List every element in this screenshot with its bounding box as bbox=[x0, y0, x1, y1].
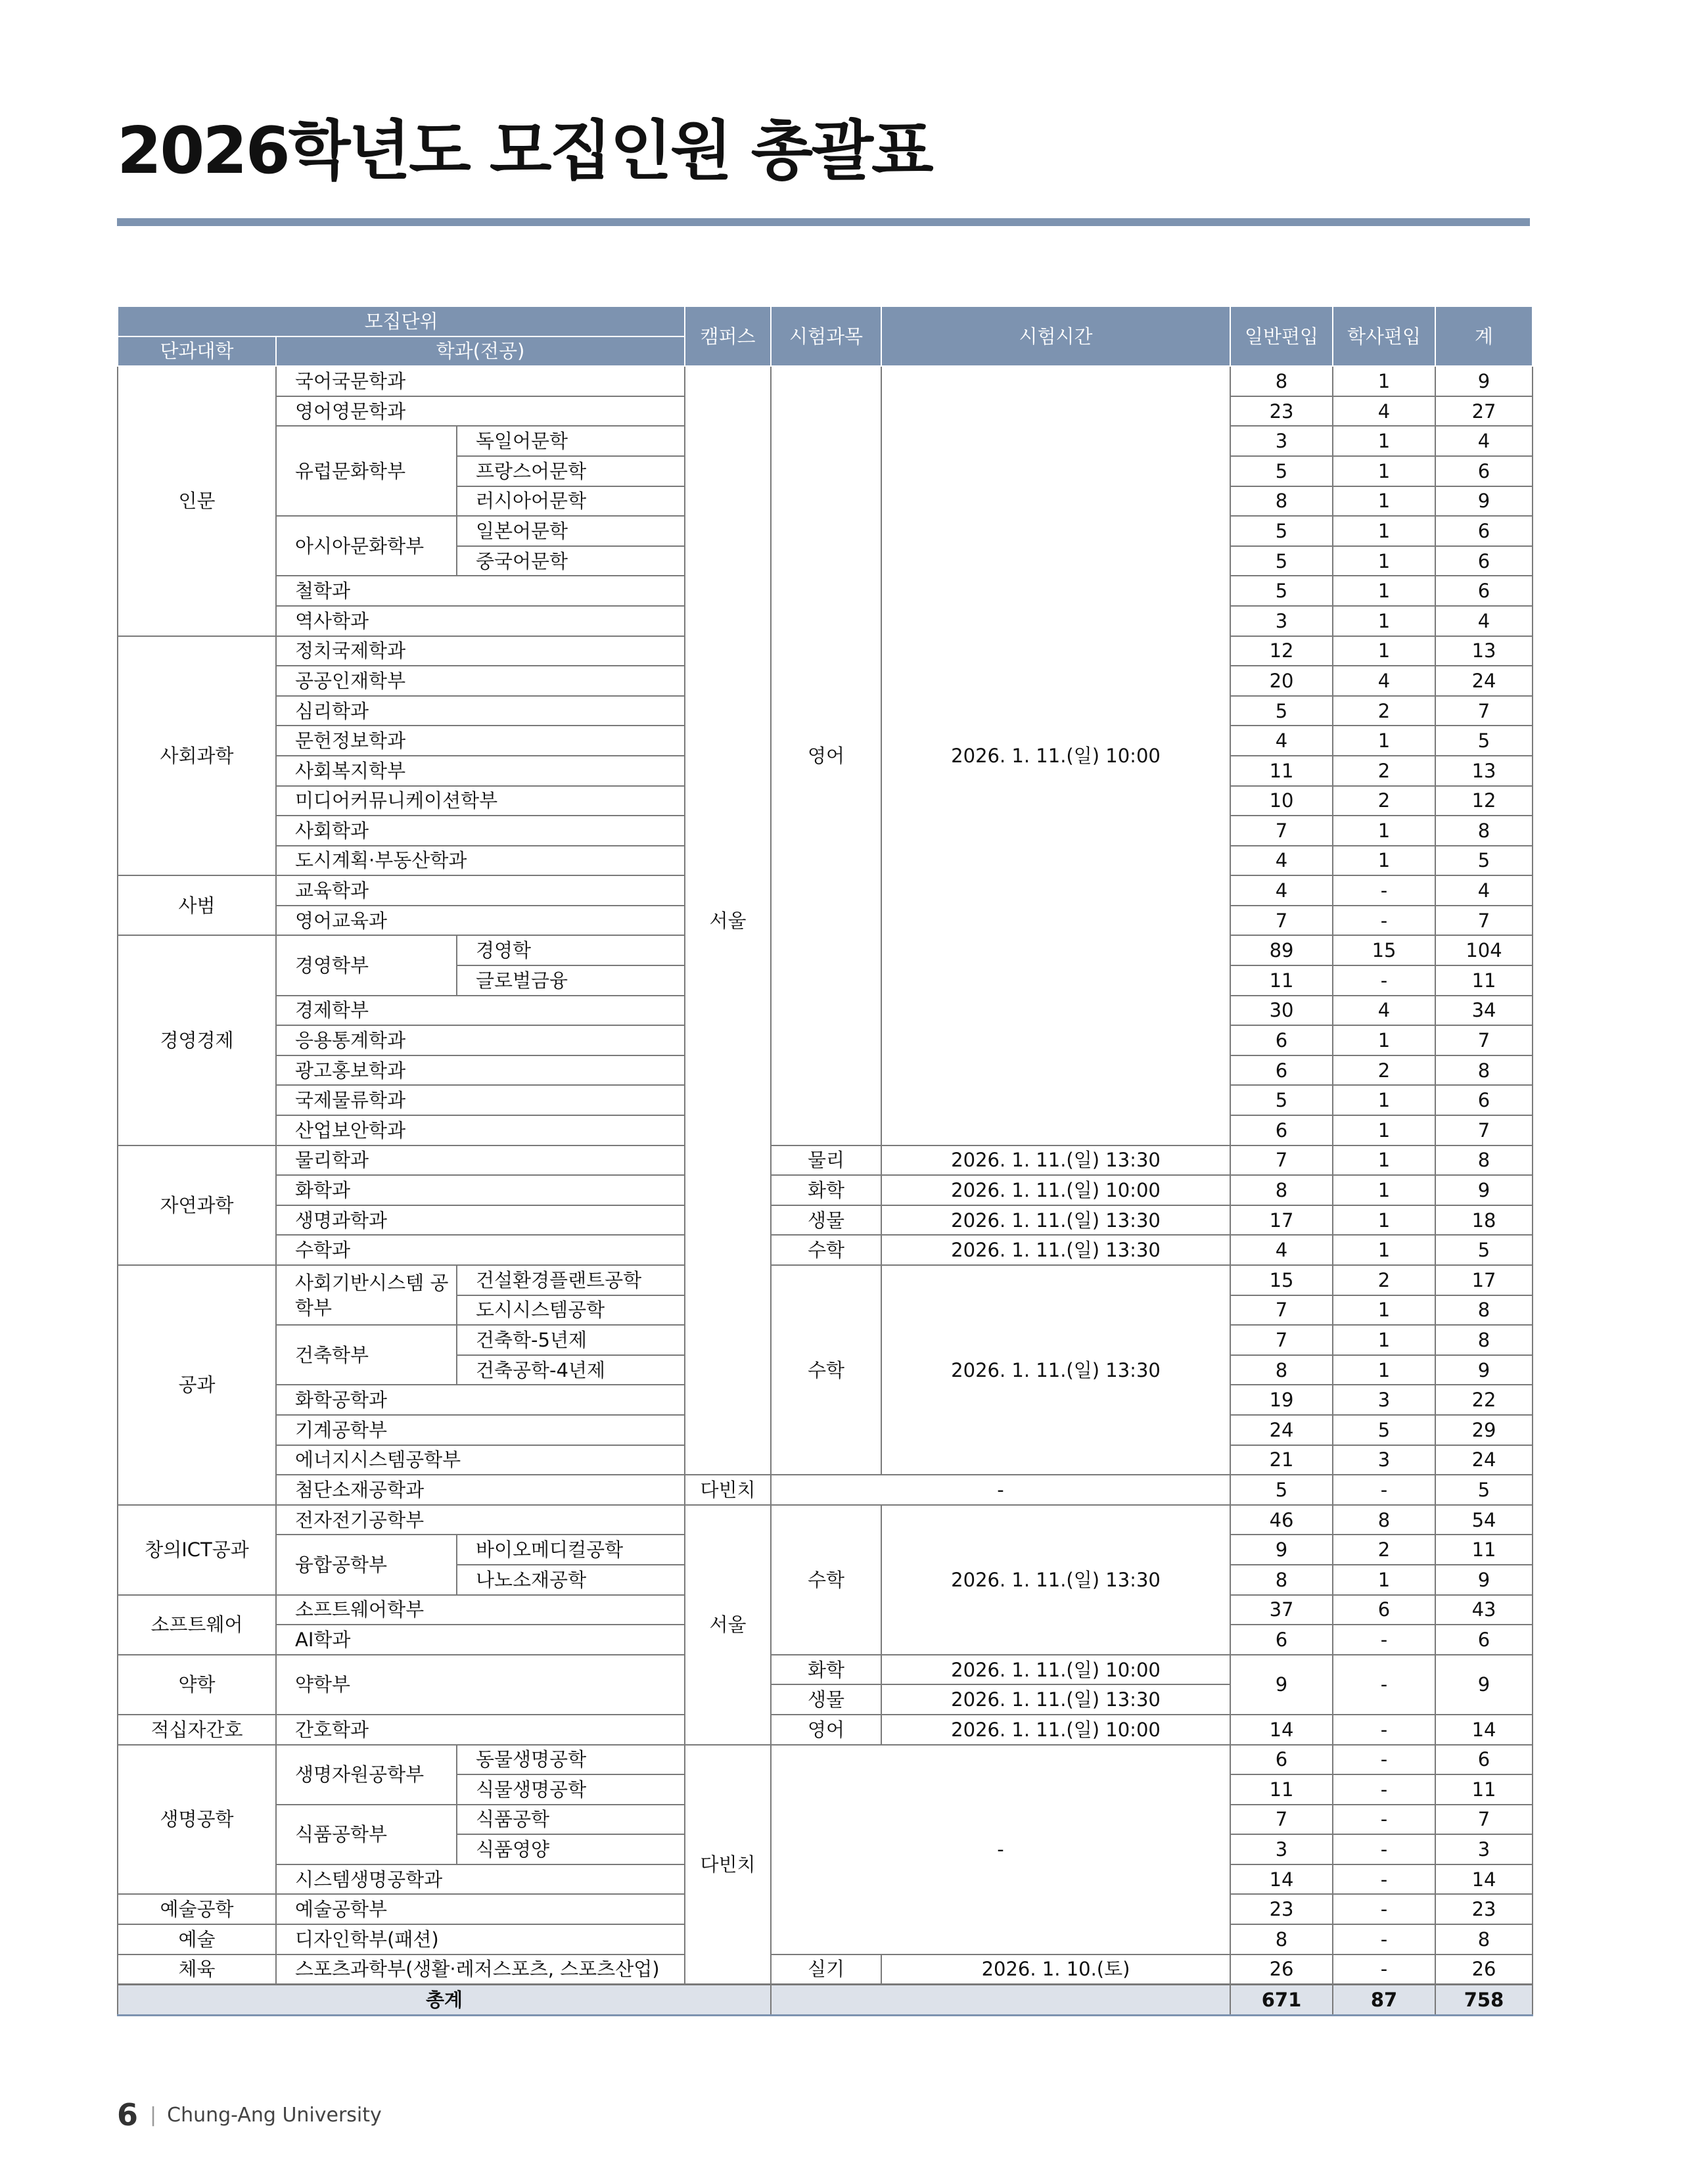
dept-cell: 교육학과 bbox=[276, 875, 685, 906]
general-count: 46 bbox=[1230, 1505, 1333, 1535]
total-count: 9 bbox=[1435, 486, 1533, 517]
subject-cell: 화학 bbox=[771, 1655, 881, 1685]
subject-cell: 실기 bbox=[771, 1954, 881, 1985]
total-count: 6 bbox=[1435, 1745, 1533, 1775]
general-count: 14 bbox=[1230, 1715, 1333, 1745]
time-cell: 2026. 1. 11.(일) 10:00 bbox=[881, 1715, 1230, 1745]
bachelor-count: 1 bbox=[1333, 1565, 1435, 1595]
time-cell: 2026. 1. 11.(일) 10:00 bbox=[881, 1175, 1230, 1205]
bachelor-count: 3 bbox=[1333, 1445, 1435, 1475]
dept-cell: 사회복지학부 bbox=[276, 756, 685, 786]
general-count: 7 bbox=[1230, 816, 1333, 846]
time-cell: 2026. 1. 11.(일) 10:00 bbox=[881, 1655, 1230, 1685]
footer-separator: | bbox=[150, 2103, 157, 2127]
total-count: 26 bbox=[1435, 1954, 1533, 1985]
dept-cell: 공공인재학부 bbox=[276, 666, 685, 696]
dept-cell: 문헌정보학과 bbox=[276, 726, 685, 756]
general-count: 8 bbox=[1230, 1355, 1333, 1385]
general-count: 8 bbox=[1230, 1175, 1333, 1205]
dept-cell: 에너지시스템공학부 bbox=[276, 1445, 685, 1475]
general-count: 5 bbox=[1230, 1475, 1333, 1505]
general-count: 15 bbox=[1230, 1265, 1333, 1295]
general-count: 9 bbox=[1230, 1655, 1333, 1715]
general-count: 11 bbox=[1230, 756, 1333, 786]
general-count: 3 bbox=[1230, 426, 1333, 456]
general-count: 19 bbox=[1230, 1385, 1333, 1415]
general-count: 24 bbox=[1230, 1415, 1333, 1445]
dept-group-cell: 경영학부 bbox=[276, 935, 457, 995]
bachelor-count: - bbox=[1333, 1625, 1435, 1655]
subject-cell: 생물 bbox=[771, 1205, 881, 1236]
general-count: 5 bbox=[1230, 696, 1333, 726]
bachelor-count: 1 bbox=[1333, 1355, 1435, 1385]
bachelor-count: - bbox=[1333, 1864, 1435, 1895]
dept-cell: 화학과 bbox=[276, 1175, 685, 1205]
time-cell: 2026. 1. 11.(일) 13:30 bbox=[881, 1265, 1230, 1475]
subject-cell: 화학 bbox=[771, 1175, 881, 1205]
bachelor-count: - bbox=[1333, 1745, 1435, 1775]
total-count: 54 bbox=[1435, 1505, 1533, 1535]
college-cell: 소프트웨어 bbox=[118, 1595, 276, 1655]
total-sum: 758 bbox=[1435, 1985, 1533, 2016]
total-count: 27 bbox=[1435, 396, 1533, 427]
bachelor-count: 1 bbox=[1333, 726, 1435, 756]
total-count: 4 bbox=[1435, 426, 1533, 456]
admissions-table bbox=[117, 306, 1533, 2016]
total-count: 3 bbox=[1435, 1834, 1533, 1864]
total-count: 23 bbox=[1435, 1894, 1533, 1924]
dept-cell: 기계공학부 bbox=[276, 1415, 685, 1445]
general-count: 37 bbox=[1230, 1595, 1333, 1625]
dept-cell: 간호학과 bbox=[276, 1715, 685, 1745]
general-count: 5 bbox=[1230, 1085, 1333, 1115]
campus-cell: 서울 bbox=[685, 366, 771, 1475]
total-count: 9 bbox=[1435, 366, 1533, 396]
dept-cell: 산업보안학과 bbox=[276, 1115, 685, 1145]
bachelor-count: 1 bbox=[1333, 1085, 1435, 1115]
dept-group-cell: 사회기반시스템 공학부 bbox=[276, 1265, 457, 1325]
general-count: 3 bbox=[1230, 1834, 1333, 1864]
bachelor-count: 4 bbox=[1333, 996, 1435, 1026]
college-cell: 적십자간호 bbox=[118, 1715, 276, 1745]
bachelor-count: 1 bbox=[1333, 636, 1435, 666]
header-time: 시험시간 bbox=[881, 306, 1230, 366]
dept-cell: 철학과 bbox=[276, 576, 685, 606]
general-count: 12 bbox=[1230, 636, 1333, 666]
major-cell: 프랑스어문학 bbox=[457, 456, 685, 486]
total-count: 4 bbox=[1435, 875, 1533, 906]
subject-cell: 수학 bbox=[771, 1235, 881, 1265]
total-count: 7 bbox=[1435, 906, 1533, 936]
bachelor-count: - bbox=[1333, 1805, 1435, 1835]
major-cell: 나노소재공학 bbox=[457, 1565, 685, 1595]
total-count: 6 bbox=[1435, 576, 1533, 606]
bachelor-count: 1 bbox=[1333, 606, 1435, 636]
total-count: 6 bbox=[1435, 516, 1533, 546]
time-cell: 2026. 1. 11.(일) 13:30 bbox=[881, 1505, 1230, 1655]
total-count: 13 bbox=[1435, 756, 1533, 786]
general-count: 5 bbox=[1230, 516, 1333, 546]
general-count: 11 bbox=[1230, 1774, 1333, 1805]
header-college: 단과대학 bbox=[118, 336, 276, 367]
header-general: 일반편입 bbox=[1230, 306, 1333, 366]
total-count: 24 bbox=[1435, 666, 1533, 696]
general-count: 6 bbox=[1230, 1025, 1333, 1055]
header-bachelor: 학사편입 bbox=[1333, 306, 1435, 366]
bachelor-count: - bbox=[1333, 906, 1435, 936]
college-cell: 사범 bbox=[118, 875, 276, 935]
bachelor-count: 1 bbox=[1333, 1325, 1435, 1355]
bachelor-count: 6 bbox=[1333, 1595, 1435, 1625]
subject-cell: 생물 bbox=[771, 1684, 881, 1715]
major-cell: 건축공학-4년제 bbox=[457, 1355, 685, 1385]
table-row bbox=[118, 1505, 1533, 1535]
total-count: 11 bbox=[1435, 965, 1533, 996]
general-count: 4 bbox=[1230, 846, 1333, 876]
bachelor-count: 1 bbox=[1333, 486, 1435, 517]
bachelor-count: 1 bbox=[1333, 576, 1435, 606]
header-dept: 학과(전공) bbox=[276, 336, 685, 367]
total-count: 5 bbox=[1435, 726, 1533, 756]
dept-cell: 물리학과 bbox=[276, 1145, 685, 1176]
major-cell: 독일어문학 bbox=[457, 426, 685, 456]
major-cell: 건축학-5년제 bbox=[457, 1325, 685, 1355]
general-count: 17 bbox=[1230, 1205, 1333, 1236]
footer-school-name: Chung-Ang University bbox=[167, 2103, 382, 2127]
major-cell: 건설환경플랜트공학 bbox=[457, 1265, 685, 1295]
bachelor-count: 1 bbox=[1333, 366, 1435, 396]
bachelor-count: 2 bbox=[1333, 1265, 1435, 1295]
bachelor-count: 1 bbox=[1333, 816, 1435, 846]
table-row bbox=[118, 1475, 1533, 1505]
dept-group-cell: 아시아문화학부 bbox=[276, 516, 457, 576]
general-count: 20 bbox=[1230, 666, 1333, 696]
bachelor-count: 2 bbox=[1333, 756, 1435, 786]
bachelor-count: - bbox=[1333, 1655, 1435, 1715]
subject-cell: 물리 bbox=[771, 1145, 881, 1176]
major-cell: 중국어문학 bbox=[457, 546, 685, 576]
page-title: 2026학년도 모집인원 총괄표 bbox=[117, 114, 932, 189]
bachelor-count: 1 bbox=[1333, 1025, 1435, 1055]
total-count: 14 bbox=[1435, 1715, 1533, 1745]
dept-cell: AI학과 bbox=[276, 1625, 685, 1655]
bachelor-count: 1 bbox=[1333, 546, 1435, 576]
total-count: 5 bbox=[1435, 846, 1533, 876]
total-count: 12 bbox=[1435, 786, 1533, 816]
time-cell: 2026. 1. 10.(토) bbox=[881, 1954, 1230, 1985]
time-cell: 2026. 1. 11.(일) 13:30 bbox=[881, 1235, 1230, 1265]
total-count: 9 bbox=[1435, 1355, 1533, 1385]
dept-cell: 스포츠과학부(생활·레저스포츠, 스포츠산업) bbox=[276, 1954, 685, 1985]
dept-cell: 시스템생명공학과 bbox=[276, 1864, 685, 1895]
college-cell: 예술 bbox=[118, 1924, 276, 1954]
bachelor-count: 1 bbox=[1333, 516, 1435, 546]
total-count: 22 bbox=[1435, 1385, 1533, 1415]
bachelor-count: 3 bbox=[1333, 1385, 1435, 1415]
total-count: 5 bbox=[1435, 1235, 1533, 1265]
time-cell: 2026. 1. 11.(일) 13:30 bbox=[881, 1684, 1230, 1715]
bachelor-count: - bbox=[1333, 1774, 1435, 1805]
table-row bbox=[118, 1265, 1533, 1295]
table-row bbox=[118, 1745, 1533, 1775]
college-cell: 인문 bbox=[118, 366, 276, 636]
major-cell: 경영학 bbox=[457, 935, 685, 965]
general-count: 8 bbox=[1230, 486, 1333, 517]
page-number: 6 bbox=[117, 2097, 139, 2133]
title-divider bbox=[117, 218, 1530, 226]
bachelor-count: - bbox=[1333, 875, 1435, 906]
total-count: 6 bbox=[1435, 456, 1533, 486]
dept-group-cell: 생명자원공학부 bbox=[276, 1745, 457, 1805]
bachelor-count: - bbox=[1333, 1715, 1435, 1745]
dept-cell: 광고홍보학과 bbox=[276, 1055, 685, 1086]
bachelor-count: - bbox=[1333, 1954, 1435, 1985]
dept-cell: 정치국제학과 bbox=[276, 636, 685, 666]
bachelor-count: 1 bbox=[1333, 1205, 1435, 1236]
total-count: 11 bbox=[1435, 1774, 1533, 1805]
general-count: 8 bbox=[1230, 366, 1333, 396]
total-blank bbox=[771, 1985, 1230, 2016]
total-count: 11 bbox=[1435, 1535, 1533, 1565]
dept-cell: 응용통계학과 bbox=[276, 1025, 685, 1055]
time-cell: 2026. 1. 11.(일) 13:30 bbox=[881, 1205, 1230, 1236]
total-row bbox=[118, 1985, 1533, 2016]
general-count: 6 bbox=[1230, 1055, 1333, 1086]
dept-cell: 미디어커뮤니케이션학부 bbox=[276, 786, 685, 816]
major-cell: 글로벌금융 bbox=[457, 965, 685, 996]
dept-cell: 첨단소재공학과 bbox=[276, 1475, 685, 1505]
bachelor-count: - bbox=[1333, 1924, 1435, 1954]
bachelor-count: 5 bbox=[1333, 1415, 1435, 1445]
dept-cell: 전자전기공학부 bbox=[276, 1505, 685, 1535]
dept-group-cell: 유럽문화학부 bbox=[276, 426, 457, 516]
bachelor-count: 4 bbox=[1333, 396, 1435, 427]
general-count: 7 bbox=[1230, 1295, 1333, 1326]
total-count: 7 bbox=[1435, 1025, 1533, 1055]
table-row bbox=[118, 366, 1533, 396]
bachelor-count: - bbox=[1333, 1894, 1435, 1924]
major-cell: 바이오메디컬공학 bbox=[457, 1535, 685, 1565]
total-count: 8 bbox=[1435, 1325, 1533, 1355]
admissions-table-container bbox=[117, 306, 1532, 2016]
total-count: 104 bbox=[1435, 935, 1533, 965]
dept-cell: 소프트웨어학부 bbox=[276, 1595, 685, 1625]
bachelor-count: 4 bbox=[1333, 666, 1435, 696]
subject-cell: 영어 bbox=[771, 1715, 881, 1745]
dept-cell: 국제물류학과 bbox=[276, 1085, 685, 1115]
college-cell: 예술공학 bbox=[118, 1894, 276, 1924]
header-subject: 시험과목 bbox=[771, 306, 881, 366]
college-cell: 생명공학 bbox=[118, 1745, 276, 1895]
bachelor-count: 8 bbox=[1333, 1505, 1435, 1535]
total-count: 6 bbox=[1435, 546, 1533, 576]
table-row bbox=[118, 1715, 1533, 1745]
general-count: 5 bbox=[1230, 546, 1333, 576]
total-label: 총계 bbox=[118, 1985, 771, 2016]
general-count: 26 bbox=[1230, 1954, 1333, 1985]
page-footer bbox=[117, 2095, 382, 2135]
total-count: 8 bbox=[1435, 816, 1533, 846]
dept-cell: 예술공학부 bbox=[276, 1894, 685, 1924]
table-row bbox=[118, 1145, 1533, 1176]
table-row bbox=[118, 1235, 1533, 1265]
general-count: 6 bbox=[1230, 1115, 1333, 1145]
bachelor-count: 1 bbox=[1333, 1115, 1435, 1145]
major-cell: 동물생명공학 bbox=[457, 1745, 685, 1775]
total-count: 7 bbox=[1435, 696, 1533, 726]
dept-cell: 생명과학과 bbox=[276, 1205, 685, 1236]
bachelor-count: 1 bbox=[1333, 846, 1435, 876]
total-count: 34 bbox=[1435, 996, 1533, 1026]
general-count: 23 bbox=[1230, 1894, 1333, 1924]
total-count: 24 bbox=[1435, 1445, 1533, 1475]
major-cell: 러시아어문학 bbox=[457, 486, 685, 517]
general-count: 8 bbox=[1230, 1924, 1333, 1954]
total-bachelor: 87 bbox=[1333, 1985, 1435, 2016]
dept-group-cell: 융합공학부 bbox=[276, 1535, 457, 1594]
major-cell: 식품영양 bbox=[457, 1834, 685, 1864]
bachelor-count: 15 bbox=[1333, 935, 1435, 965]
dept-cell: 약학부 bbox=[276, 1655, 685, 1715]
general-count: 5 bbox=[1230, 456, 1333, 486]
total-count: 7 bbox=[1435, 1805, 1533, 1835]
total-count: 9 bbox=[1435, 1655, 1533, 1715]
subject-cell: 수학 bbox=[771, 1505, 881, 1655]
general-count: 3 bbox=[1230, 606, 1333, 636]
header-unit: 모집단위 bbox=[118, 306, 685, 336]
campus-cell: 서울 bbox=[685, 1505, 771, 1745]
dept-cell: 화학공학과 bbox=[276, 1385, 685, 1415]
table-row bbox=[118, 1655, 1533, 1685]
time-cell: 2026. 1. 11.(일) 10:00 bbox=[881, 366, 1230, 1145]
dept-cell: 디자인학부(패션) bbox=[276, 1924, 685, 1954]
dept-cell: 국어국문학과 bbox=[276, 366, 685, 396]
general-count: 30 bbox=[1230, 996, 1333, 1026]
general-count: 8 bbox=[1230, 1565, 1333, 1595]
college-cell: 약학 bbox=[118, 1655, 276, 1715]
college-cell: 자연과학 bbox=[118, 1145, 276, 1265]
general-count: 14 bbox=[1230, 1864, 1333, 1895]
time-cell: - bbox=[771, 1475, 1230, 1505]
general-count: 21 bbox=[1230, 1445, 1333, 1475]
bachelor-count: - bbox=[1333, 1834, 1435, 1864]
bachelor-count: 1 bbox=[1333, 1235, 1435, 1265]
total-general: 671 bbox=[1230, 1985, 1333, 2016]
total-count: 8 bbox=[1435, 1295, 1533, 1326]
general-count: 7 bbox=[1230, 1325, 1333, 1355]
campus-cell: 다빈치 bbox=[685, 1475, 771, 1505]
bachelor-count: 1 bbox=[1333, 456, 1435, 486]
major-cell: 식물생명공학 bbox=[457, 1774, 685, 1805]
general-count: 10 bbox=[1230, 786, 1333, 816]
total-count: 17 bbox=[1435, 1265, 1533, 1295]
general-count: 6 bbox=[1230, 1625, 1333, 1655]
bachelor-count: 1 bbox=[1333, 426, 1435, 456]
bachelor-count: 2 bbox=[1333, 1535, 1435, 1565]
header-total: 계 bbox=[1435, 306, 1533, 366]
college-cell: 공과 bbox=[118, 1265, 276, 1505]
total-count: 43 bbox=[1435, 1595, 1533, 1625]
campus-cell: 다빈치 bbox=[685, 1745, 771, 1985]
general-count: 4 bbox=[1230, 875, 1333, 906]
bachelor-count: 2 bbox=[1333, 786, 1435, 816]
time-cell: - bbox=[771, 1745, 1230, 1954]
general-count: 5 bbox=[1230, 576, 1333, 606]
college-cell: 경영경제 bbox=[118, 935, 276, 1145]
general-count: 7 bbox=[1230, 1145, 1333, 1176]
college-cell: 창의ICT공과 bbox=[118, 1505, 276, 1595]
general-count: 11 bbox=[1230, 965, 1333, 996]
bachelor-count: 1 bbox=[1333, 1145, 1435, 1176]
dept-cell: 도시계획·부동산학과 bbox=[276, 846, 685, 876]
college-cell: 사회과학 bbox=[118, 636, 276, 876]
dept-cell: 영어교육과 bbox=[276, 906, 685, 936]
general-count: 89 bbox=[1230, 935, 1333, 965]
table-row bbox=[118, 1954, 1533, 1985]
major-cell: 도시시스템공학 bbox=[457, 1295, 685, 1326]
header-campus: 캠퍼스 bbox=[685, 306, 771, 366]
general-count: 4 bbox=[1230, 1235, 1333, 1265]
dept-group-cell: 식품공학부 bbox=[276, 1805, 457, 1864]
dept-cell: 심리학과 bbox=[276, 696, 685, 726]
bachelor-count: 2 bbox=[1333, 1055, 1435, 1086]
total-count: 4 bbox=[1435, 606, 1533, 636]
total-count: 8 bbox=[1435, 1145, 1533, 1176]
dept-cell: 수학과 bbox=[276, 1235, 685, 1265]
general-count: 23 bbox=[1230, 396, 1333, 427]
dept-group-cell: 건축학부 bbox=[276, 1325, 457, 1385]
total-count: 18 bbox=[1435, 1205, 1533, 1236]
total-count: 13 bbox=[1435, 636, 1533, 666]
bachelor-count: 2 bbox=[1333, 696, 1435, 726]
major-cell: 일본어문학 bbox=[457, 516, 685, 546]
bachelor-count: - bbox=[1333, 965, 1435, 996]
total-count: 8 bbox=[1435, 1924, 1533, 1954]
total-count: 9 bbox=[1435, 1175, 1533, 1205]
subject-cell: 영어 bbox=[771, 366, 881, 1145]
total-count: 7 bbox=[1435, 1115, 1533, 1145]
general-count: 9 bbox=[1230, 1535, 1333, 1565]
bachelor-count: 1 bbox=[1333, 1295, 1435, 1326]
general-count: 6 bbox=[1230, 1745, 1333, 1775]
dept-cell: 사회학과 bbox=[276, 816, 685, 846]
total-count: 5 bbox=[1435, 1475, 1533, 1505]
subject-cell: 수학 bbox=[771, 1265, 881, 1475]
bachelor-count: 1 bbox=[1333, 1175, 1435, 1205]
dept-cell: 역사학과 bbox=[276, 606, 685, 636]
total-count: 14 bbox=[1435, 1864, 1533, 1895]
table-row bbox=[118, 1205, 1533, 1236]
total-count: 8 bbox=[1435, 1055, 1533, 1086]
dept-cell: 경제학부 bbox=[276, 996, 685, 1026]
dept-cell: 영어영문학과 bbox=[276, 396, 685, 427]
bachelor-count: - bbox=[1333, 1475, 1435, 1505]
major-cell: 식품공학 bbox=[457, 1805, 685, 1835]
total-count: 29 bbox=[1435, 1415, 1533, 1445]
general-count: 4 bbox=[1230, 726, 1333, 756]
total-count: 6 bbox=[1435, 1625, 1533, 1655]
general-count: 7 bbox=[1230, 1805, 1333, 1835]
total-count: 6 bbox=[1435, 1085, 1533, 1115]
total-count: 9 bbox=[1435, 1565, 1533, 1595]
time-cell: 2026. 1. 11.(일) 13:30 bbox=[881, 1145, 1230, 1176]
table-row bbox=[118, 1175, 1533, 1205]
general-count: 7 bbox=[1230, 906, 1333, 936]
college-cell: 체육 bbox=[118, 1954, 276, 1985]
